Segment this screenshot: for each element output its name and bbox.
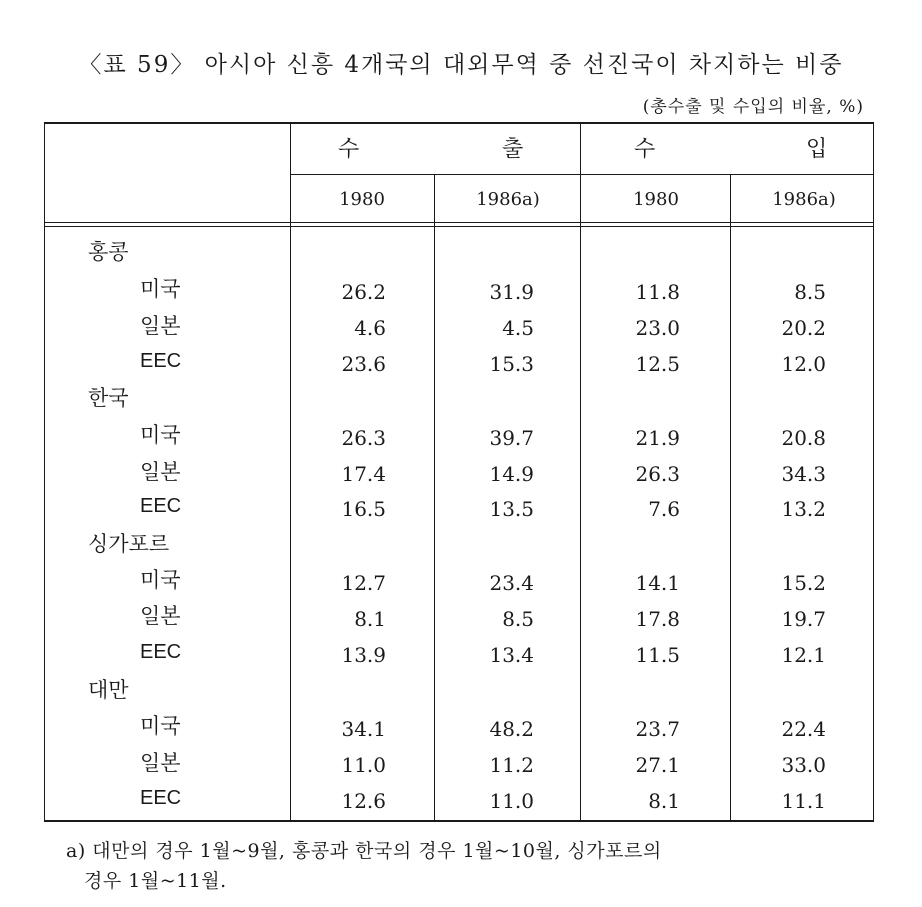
value-cell: 4.6 — [354, 316, 386, 340]
header-bottom-rule — [44, 222, 874, 223]
partner-label: EEC — [140, 350, 182, 372]
table-left-border — [44, 122, 45, 822]
value-cell: 19.7 — [781, 607, 826, 631]
value-cell: 14.9 — [489, 462, 534, 486]
partner-label: 일본 — [140, 314, 181, 338]
value-cell: 26.3 — [635, 462, 680, 486]
value-cell: 26.2 — [341, 280, 386, 304]
country-label: 대만 — [88, 678, 129, 702]
header-export-2: 출 — [502, 137, 524, 162]
footnote — [66, 836, 662, 896]
year-export-1980: 1980 — [339, 189, 385, 210]
partner-label: 미국 — [140, 568, 181, 592]
country-label: 싱가포르 — [88, 532, 170, 556]
partner-label: EEC — [140, 495, 182, 517]
value-cell: 13.4 — [489, 643, 534, 667]
value-cell: 14.1 — [635, 571, 680, 595]
value-cell: 12.5 — [635, 352, 680, 376]
header-bottom-rule-2 — [44, 226, 874, 227]
header-import-1: 수 — [634, 137, 656, 162]
partner-label: 미국 — [140, 714, 181, 738]
export-inner-divider — [434, 174, 435, 822]
value-cell: 33.0 — [781, 753, 826, 777]
value-cell: 34.3 — [781, 462, 826, 486]
value-cell: 11.8 — [635, 280, 680, 304]
value-cell: 8.1 — [648, 789, 680, 813]
value-cell: 13.2 — [781, 497, 826, 521]
value-cell: 23.0 — [635, 316, 680, 340]
value-cell: 23.7 — [635, 717, 680, 741]
partner-label: 일본 — [140, 460, 181, 484]
value-cell: 27.1 — [635, 753, 680, 777]
value-cell: 23.4 — [489, 571, 534, 595]
value-cell: 8.5 — [502, 607, 534, 631]
value-cell: 22.4 — [781, 717, 826, 741]
table-right-border — [873, 122, 874, 822]
partner-label: 일본 — [140, 751, 181, 775]
header-mid-rule — [290, 174, 874, 175]
table-bottom-rule — [44, 820, 874, 822]
partner-label: EEC — [140, 787, 182, 809]
value-cell: 31.9 — [489, 280, 534, 304]
value-cell: 12.1 — [781, 643, 826, 667]
country-label: 한국 — [88, 386, 129, 410]
value-cell: 11.1 — [781, 789, 826, 813]
value-cell: 13.9 — [341, 643, 386, 667]
stub-divider — [290, 122, 291, 822]
value-cell: 12.6 — [341, 789, 386, 813]
table-top-rule — [44, 122, 874, 124]
partner-label: EEC — [140, 641, 182, 663]
value-cell: 11.0 — [489, 789, 534, 813]
year-export-1986: 1986a) — [476, 189, 540, 210]
value-cell: 17.8 — [635, 607, 680, 631]
year-import-1980: 1980 — [633, 189, 679, 210]
value-cell: 16.5 — [341, 497, 386, 521]
page-title: 〈표 59〉 아시아 신흥 4개국의 대외무역 중 선진국이 차지하는 비중 — [78, 52, 844, 78]
value-cell: 12.0 — [781, 352, 826, 376]
value-cell: 12.7 — [341, 571, 386, 595]
value-cell: 26.3 — [341, 426, 386, 450]
value-cell: 8.5 — [794, 280, 826, 304]
value-cell: 11.0 — [341, 753, 386, 777]
value-cell: 8.1 — [354, 607, 386, 631]
partner-label: 미국 — [140, 277, 181, 301]
value-cell: 13.5 — [489, 497, 534, 521]
value-cell: 15.2 — [781, 571, 826, 595]
value-cell: 23.6 — [341, 352, 386, 376]
unit-note: (총수출 및 수입의 비율, %) — [642, 97, 864, 117]
value-cell: 39.7 — [489, 426, 534, 450]
value-cell: 7.6 — [648, 497, 680, 521]
value-cell: 21.9 — [635, 426, 680, 450]
value-cell: 20.2 — [781, 316, 826, 340]
partner-label: 일본 — [140, 604, 181, 628]
footnote-line-2: 경우 1월~11월. — [84, 870, 227, 892]
value-cell: 17.4 — [341, 462, 386, 486]
value-cell: 15.3 — [489, 352, 534, 376]
year-import-1986: 1986a) — [772, 189, 836, 210]
value-cell: 4.5 — [502, 316, 534, 340]
export-import-divider — [580, 122, 581, 822]
header-import-2: 입 — [806, 137, 828, 162]
value-cell: 34.1 — [341, 717, 386, 741]
import-inner-divider — [730, 174, 731, 822]
header-export-1: 수 — [338, 137, 360, 162]
value-cell: 11.2 — [489, 753, 534, 777]
value-cell: 11.5 — [635, 643, 680, 667]
value-cell: 48.2 — [489, 717, 534, 741]
value-cell: 20.8 — [781, 426, 826, 450]
footnote-line-1: a) 대만의 경우 1월~9월, 홍콩과 한국의 경우 1월~10월, 싱가포르의 — [66, 840, 662, 862]
partner-label: 미국 — [140, 423, 181, 447]
country-label: 홍콩 — [88, 240, 129, 264]
